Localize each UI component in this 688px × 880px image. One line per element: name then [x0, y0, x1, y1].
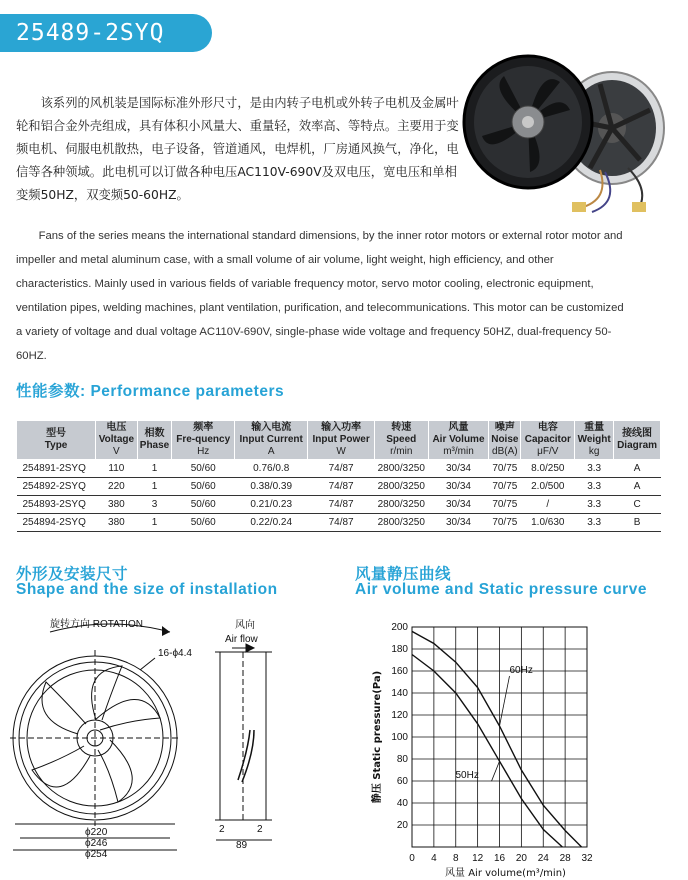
side-view: [215, 644, 272, 840]
intro-english: Fans of the series means the international standard dimensions, by the inner rotor motors or external rotor motor and impeller and metal aluminum case, with a small volume of air volume, light weight, high efficiency, and other characteristics. Mainly used in various fields of variable frequency motor, servo motor cooling, electronic equipment, ventilation pipes, welding machines, plant ventilation, purification, and telecommunications. This motor can be customized a variety of voltage and dual voltage AC110V-690V, single-phase wide voltage and frequency 50HZ, dual-frequency 50-60HZ.: [16, 230, 624, 362]
front-fan: [464, 56, 592, 188]
table-cell: 74/87: [308, 514, 374, 532]
table-cell: 50/60: [172, 514, 235, 532]
header-l2: Diagram: [617, 440, 658, 451]
header-col-5: [308, 421, 374, 460]
table-cell: 8.0/250: [521, 460, 575, 478]
table-cell: 3.3: [575, 478, 614, 496]
header-l3: r/min: [390, 446, 413, 457]
header-l1: 输入电流: [251, 422, 292, 433]
table-cell: 70/75: [489, 496, 521, 514]
model-title: 25489-2SYQ: [16, 20, 165, 46]
table-cell: 1: [137, 478, 172, 496]
header-l2: Speed: [386, 434, 417, 445]
header-l1: 接线图: [622, 428, 653, 439]
table-row: [17, 514, 661, 532]
table-cell: 70/75: [489, 478, 521, 496]
table-row: [17, 496, 661, 514]
header-col-2: [137, 421, 172, 460]
header-l1: 噪声: [494, 422, 515, 433]
header-l3: μF/V: [537, 446, 559, 457]
header-l1: 风量: [448, 422, 469, 433]
y-axis-label: 静压 Static pressure(Pa): [372, 670, 383, 804]
x-tick-label: 24: [537, 853, 549, 864]
x-tick-label: 4: [431, 853, 437, 864]
y-tick-label: 100: [391, 732, 408, 743]
shape-title-en: Shape and the size of installation: [16, 581, 278, 598]
y-tick-label: 180: [391, 644, 408, 655]
rotation-label: 旋转方向 ROTATION: [50, 619, 143, 630]
table-cell: 380: [96, 514, 138, 532]
table-cell: C: [614, 496, 661, 514]
table-cell: 0.22/0.24: [235, 514, 308, 532]
series-label-leader: [500, 676, 510, 726]
table-cell: 254894-2SYQ: [17, 514, 96, 532]
header-col-7: [428, 421, 489, 460]
performance-title: 性能参数: Performance parameters: [16, 383, 285, 400]
header-l3: m³/min: [443, 446, 474, 457]
header-l1: 电容: [537, 422, 558, 433]
table-cell: 30/34: [428, 460, 489, 478]
table-cell: 254893-2SYQ: [17, 496, 96, 514]
table-cell: 1: [137, 514, 172, 532]
table-cell: A: [614, 478, 661, 496]
installation-drawing: [10, 610, 340, 870]
header-l2: Fre-quency: [176, 434, 231, 445]
series-label-leader: [492, 761, 500, 781]
table-row: [17, 478, 661, 496]
x-tick-label: 8: [452, 853, 459, 864]
header-l2: Input Current: [239, 434, 303, 445]
header-col-8: [489, 421, 521, 460]
table-cell: 74/87: [308, 478, 374, 496]
x-axis-label: 风量 Air volume(m³/min): [445, 868, 566, 878]
performance-table: [16, 420, 661, 532]
header-l1: 重量: [584, 422, 605, 433]
header-l1: 相数: [144, 428, 165, 439]
table-cell: 2800/3250: [374, 460, 428, 478]
table-cell: 30/34: [428, 514, 489, 532]
header-l1: 输入功率: [321, 422, 362, 433]
table-cell: 3: [137, 496, 172, 514]
header-l2: Phase: [139, 440, 170, 451]
y-tick-label: 80: [396, 754, 408, 765]
table-cell: 0.76/0.8: [235, 460, 308, 478]
table-cell: 2800/3250: [374, 496, 428, 514]
table-cell: 50/60: [172, 460, 235, 478]
table-cell: 0.38/0.39: [235, 478, 308, 496]
header-l1: 转速: [391, 422, 412, 433]
airflow-en: Air flow: [225, 634, 258, 645]
header-col-4: [235, 421, 308, 460]
header-l3: kg: [588, 446, 600, 457]
table-cell: 70/75: [489, 514, 521, 532]
dim-2-left: 2: [219, 824, 225, 835]
x-tick-label: 20: [515, 853, 527, 864]
series-label: 60Hz: [509, 665, 533, 676]
x-tick-label: 32: [581, 853, 593, 864]
y-tick-label: 160: [391, 666, 408, 677]
header-col-3: [172, 421, 235, 460]
header-l3: Hz: [197, 446, 210, 457]
series-line-1: [412, 655, 562, 848]
header-col-9: [521, 421, 575, 460]
header-l3: V: [113, 446, 120, 457]
header-l3: dB(A): [492, 446, 518, 457]
dim-246: ϕ246: [85, 838, 108, 849]
table-cell: 2800/3250: [374, 514, 428, 532]
header-l3: A: [267, 446, 275, 457]
table-cell: 1.0/630: [521, 514, 575, 532]
table-cell: 0.21/0.23: [235, 496, 308, 514]
dim-220: ϕ220: [85, 827, 108, 838]
table-cell: 30/34: [428, 496, 489, 514]
table-cell: 254891-2SYQ: [17, 460, 96, 478]
table-cell: 380: [96, 496, 138, 514]
table-cell: 254892-2SYQ: [17, 478, 96, 496]
header-l3: W: [336, 446, 346, 457]
shape-title-zh: 外形及安装尺寸: [16, 566, 129, 583]
table-cell: 110: [96, 460, 138, 478]
table-cell: 30/34: [428, 478, 489, 496]
table-cell: 3.3: [575, 514, 614, 532]
dim-2-right: 2: [257, 824, 263, 835]
table-cell: 3.3: [575, 460, 614, 478]
header-col-0: [17, 421, 96, 460]
chart-grid: [412, 627, 587, 847]
y-tick-label: 140: [391, 688, 408, 699]
header-col-11: [614, 421, 661, 460]
header-l2: Type: [44, 440, 68, 451]
header-l1: 型号: [46, 428, 67, 439]
table-cell: A: [614, 460, 661, 478]
header-l1: 电压: [106, 422, 127, 433]
header-col-1: [96, 421, 138, 460]
header-l1: 频率: [193, 422, 214, 433]
table-cell: 2800/3250: [374, 478, 428, 496]
intro-chinese: 该系列的风机装是国际标准外形尺寸，是由内转子电机或外转子电机及金属叶轮和铝合金外壳组成，具有体积小风量大、重量轻，效率高、等特点。主要用于变频电机、伺服电机散热，电子设备，管道通风，电焊机，厂房通风换气，净化，电信等各种领域。此电机可以订做各种电压AC110V-690V及双电压，宽电压和单相变频50HZ，双变频50-60HZ。: [16, 96, 459, 202]
model-banner: [0, 14, 212, 52]
curve-title-en: Air volume and Static pressure curve: [355, 581, 647, 598]
table-cell: /: [521, 496, 575, 514]
y-tick-label: 40: [396, 798, 408, 809]
x-tick-label: 12: [472, 853, 484, 864]
airflow-zh: 风向: [235, 620, 255, 631]
dim-254: ϕ254: [85, 849, 108, 860]
dim-89: 89: [236, 840, 248, 851]
table-header-row: [17, 421, 661, 460]
fan-product-image: [460, 50, 670, 220]
table-cell: 50/60: [172, 478, 235, 496]
header-l2: Voltage: [98, 434, 135, 445]
header-l2: Noise: [491, 434, 519, 445]
table-cell: 220: [96, 478, 138, 496]
table-cell: 74/87: [308, 460, 374, 478]
series-line-0: [412, 631, 582, 847]
table-cell: 74/87: [308, 496, 374, 514]
y-tick-label: 60: [396, 776, 408, 787]
y-tick-label: 20: [396, 820, 408, 831]
curve-title-zh: 风量静压曲线: [355, 566, 452, 583]
table-cell: 70/75: [489, 460, 521, 478]
x-tick-label: 0: [409, 853, 415, 864]
table-cell: 2.0/500: [521, 478, 575, 496]
table-row: [17, 460, 661, 478]
series-label: 50Hz: [455, 770, 479, 782]
header-l2: Input Power: [312, 434, 370, 445]
y-tick-label: 120: [391, 710, 408, 721]
header-l2: Capacitor: [524, 434, 571, 445]
header-col-6: [374, 421, 428, 460]
table-cell: 1: [137, 460, 172, 478]
holes-label: 16-ϕ4.4: [158, 648, 192, 659]
x-tick-label: 28: [559, 853, 571, 864]
y-tick-label: 200: [391, 622, 408, 633]
header-col-10: [575, 421, 614, 460]
header-l2: Weight: [577, 434, 611, 445]
pressure-curve-chart: [350, 610, 680, 878]
x-tick-label: 16: [493, 853, 506, 864]
table-cell: 50/60: [172, 496, 235, 514]
table-cell: 3.3: [575, 496, 614, 514]
front-view: [10, 650, 180, 826]
header-l2: Air Volume: [432, 434, 485, 445]
table-cell: B: [614, 514, 661, 532]
